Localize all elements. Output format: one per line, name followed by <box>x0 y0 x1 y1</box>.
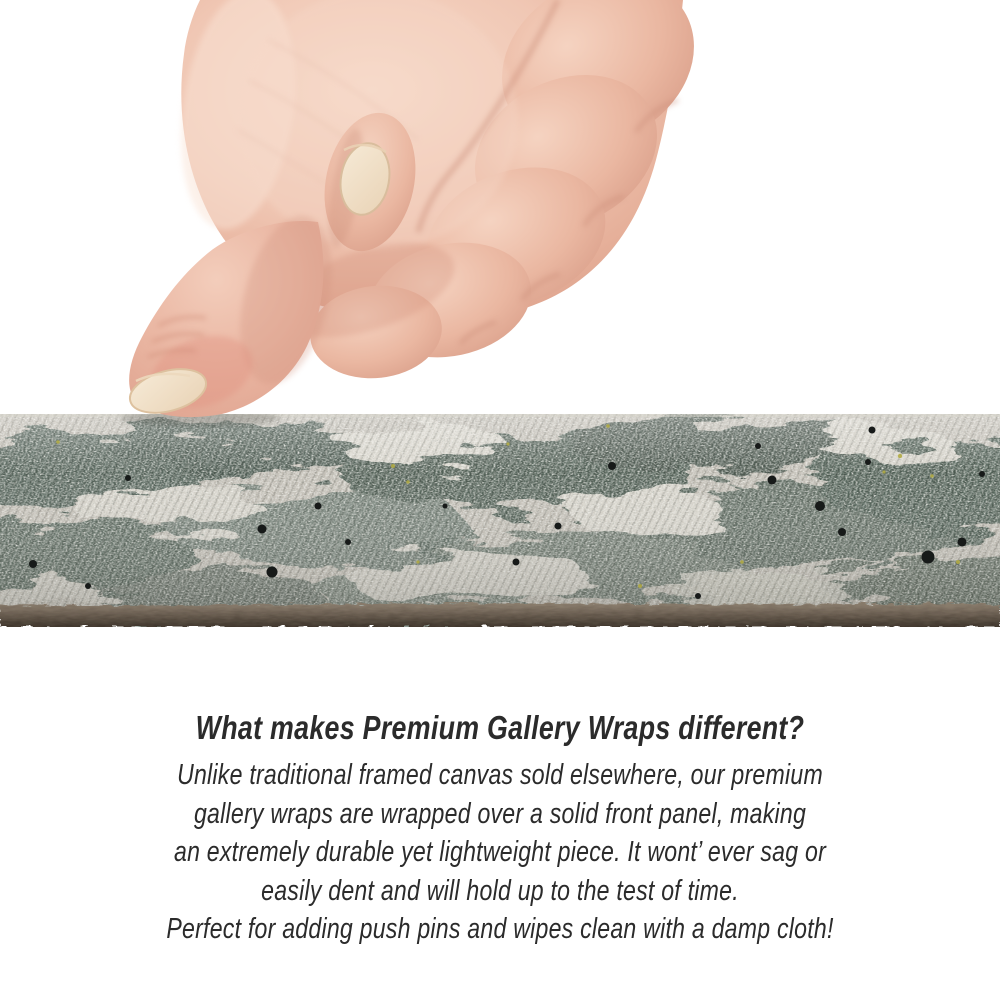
info-line-3: an extremely durable yet lightweight piece. It wont’ ever sag or <box>173 836 826 868</box>
panel-bottom-edge <box>0 604 1000 627</box>
info-line-1: Unlike traditional framed canvas sold elsewhere, our premium <box>177 759 823 791</box>
hand-photo <box>118 0 762 422</box>
canvas-edge-texture <box>0 414 1000 627</box>
info-heading: What makes Premium Gallery Wraps different? <box>195 709 805 746</box>
info-line-2: gallery wraps are wrapped over a solid front panel, making <box>193 797 807 830</box>
info-line-5: Perfect for adding push pins and wipes clean with a damp cloth! <box>166 913 834 945</box>
info-section <box>95 706 905 949</box>
info-line-4: easily dent and will hold up to the test of time. <box>261 874 739 907</box>
canvas-vertical-shading <box>0 414 1000 610</box>
